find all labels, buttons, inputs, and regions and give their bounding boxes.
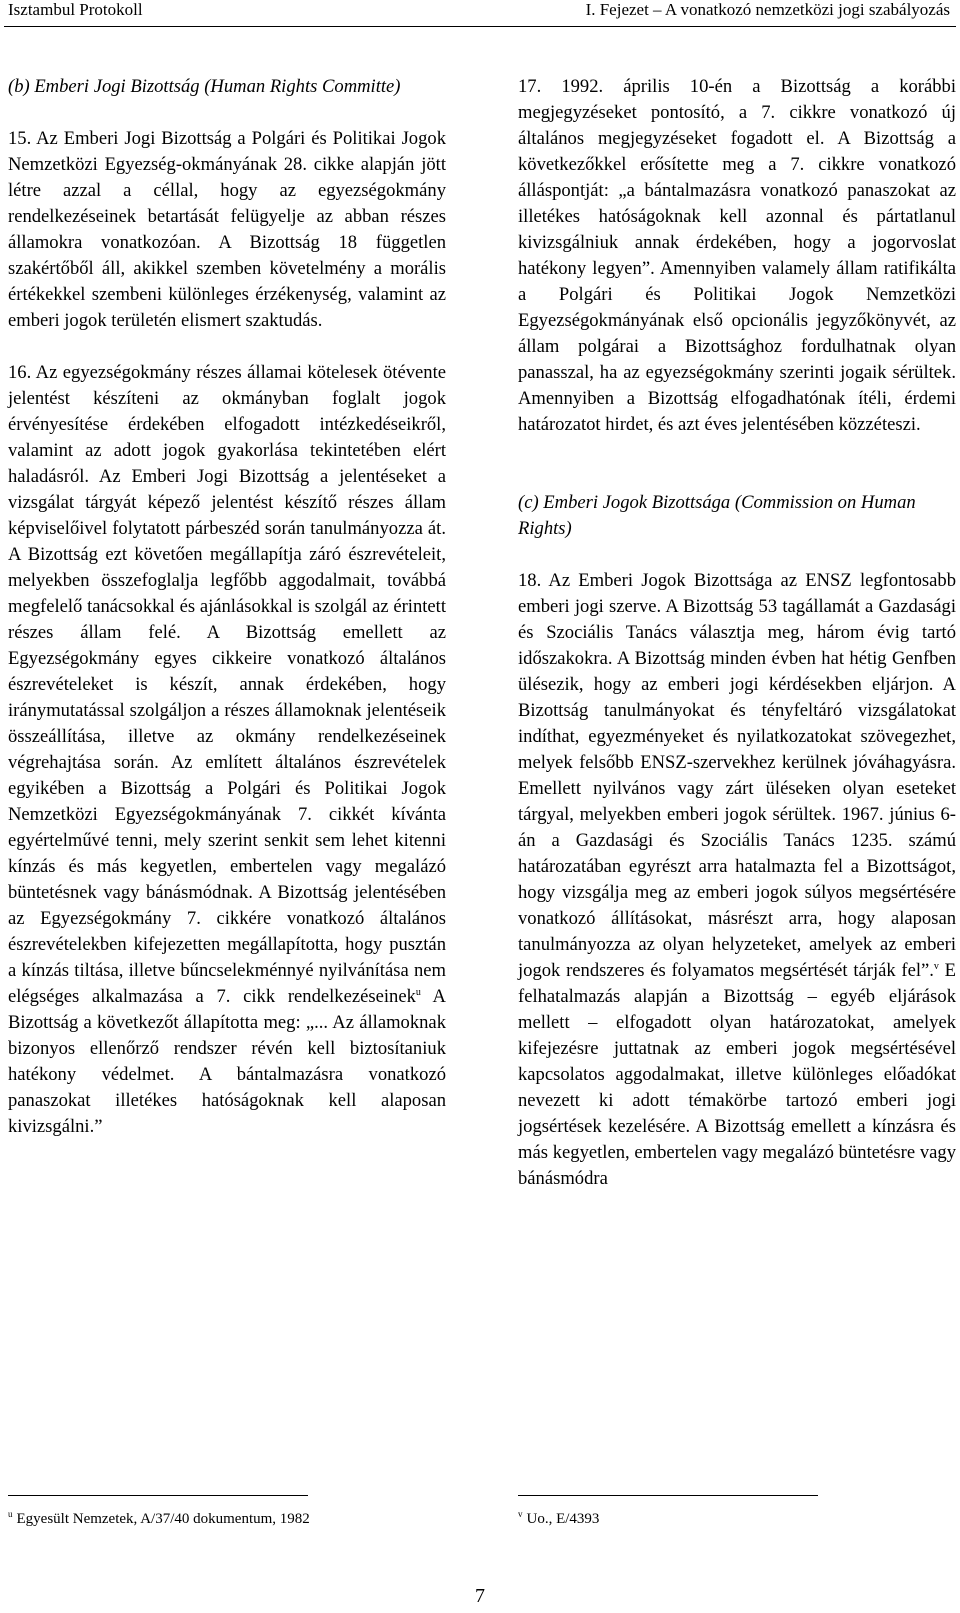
footnote-rule-left [8,1495,308,1496]
running-header [0,0,960,26]
section-heading-c: (c) Emberi Jogok Bizottsága (Commission on Human Rights) [518,492,916,539]
paragraph-18-text-a: 18. Az Emberi Jogok Bizottsága az ENSZ legfontosabb emberi jogi szerve. A Bizottság 53 tagállamát a Gazdasági és Szociális Tanács választja meg, három évig tartó időszakokra. A Bizottság minden évben hat hétig Genfben ülésezik, hogy az emberi jogi kérdésekben eljárjon. A Bizottság tanulmányokat és tényfeltáró vizsgálatokat indíthat, egyezményeket és nyilatkozatokat szövegezhet, melyek felsőbb ENSZ-szervekhez kerülnek jóváhagyásra. Emellett nyilvános vagy zárt üléseken olyan eseteket tárgyal, melyekben emberi jogok sérültek. 1967. június 6-án a Gazdasági és Szociális Tanács 1235. számú határozatában egyrészt arra hatalmazta fel a Bizottságot, hogy vizsgálja meg az emberi jogok súlyos megsértésére vonatkozó állításokat, másrészt arra, hogy alaposan tanulmányozza az olyan helyzeteket, amelyek az emberi jogok rendszeres és folyamatos megsértését tárják fel”. [518,570,956,981]
header-title: Isztambul Protokoll [8,0,143,19]
section-heading-b: (b) Emberi Jogi Bizottság (Human Rights Committe) [8,76,401,97]
footnote-ref-u: u [415,986,421,998]
footnote-u [8,1510,310,1528]
footnote-mark-u: u [8,1509,13,1519]
paragraph-18 [518,568,956,1192]
footnote-text-v: Uo., E/4393 [526,1511,600,1527]
footnote-text-u: Egyesült Nemzetek, A/37/40 dokumentum, 1982 [16,1511,310,1527]
left-column [8,74,446,1140]
footnote-rule-right [518,1495,818,1496]
footnote-mark-v: v [518,1509,523,1519]
page-number: 7 [475,1585,485,1607]
paragraph-16-text-b: A Bizottság a következőt állapította meg: „... Az államoknak bizonyos ellenőrző rendszer révén kell biztosítaniuk hatékony védelmet. A bántalmazásra vonatkozó panaszokat illetékes hatóságoknak kell alaposan kivizsgálni.” [8,986,446,1137]
paragraph-17: 17. 1992. április 10-én a Bizottság a korábbi megjegyzéseket pontosító, a 7. cikkre vonatkozó új általános megjegyzéseket fogadott el. A Bizottság a következőkkel erősítette meg a 7. cikkre vonatkozó álláspontját: „a bántalmazásra vonatkozó panaszokat az illetékes hatóságoknak kell azonnal és pártatlanul kivizsgálniuk annak érdekében, hogy a jogorvoslat hatékony legyen”. Amennyiben valamely állam ratifikálta a Polgári és Politikai Jogok Nemzetközi Egyezségokmányának első opcionális jegyzőkönyvét, az állam polgárai a Bizottsághoz fordulhatnak olyan panasszal, ha az egyezségokmány szerinti jogaik sérültek. Amennyiben a Bizottság elfogadhatónak ítéli, érdemi határozatot hirdet, és azt éves jelentésében közzéteszi. [518,76,956,435]
paragraph-16-text-a: 16. Az egyezségokmány részes államai kötelesek ötévente jelentést készíteni az okmányban foglalt jogok érvényesítése érdekében elfogadott intézkedéseikről, valamint az adott jogok gyakorlása tekintetében elért haladásról. Az Emberi Jogi Bizottság a jelentéseket a vizsgálat tárgyát képező jelentést készítő részes állam képviselőivel folytatott párbeszéd során tanulmányozza át. A Bizottság ezt követően megállapítja záró észrevételeit, melyekben összefoglalja legfőbb aggodalmait, továbbá megfelelő tanácsokkal és ajánlásokkal is szolgál az érintett részes állam felé. A Bizottság emellett az Egyezségokmány egyes cikkeire vonatkozó általános észrevételeket is készít, annak érdekében, hogy iránymutatással szolgáljon a részes államoknak jelentéseik összeállítása, illetve az okmány rendelkezéseinek végrehajtása során. Az említett általános észrevételek egyikében a Bizottság a Polgári és Politikai Jogok Nemzetközi Egyezségokmányának 7. cikkét kívánta egyértelművé tenni, mely szerint senkit sem lehet kitenni kínzás és más kegyetlen, embertelen vagy megalázó büntetésnek vagy bánásmódnak. A Bizottság jelentésében az Egyezségokmány 7. cikkére vonatkozó általános észrevételekben kifejezetten megállapította, hogy pusztán a kínzás tiltása, illetve bűncselekménnyé nyilvánítása nem elégséges alkalmazása a 7. cikk rendelkezéseinek [8,362,446,1007]
right-column [518,74,956,1192]
paragraph-15: 15. Az Emberi Jogi Bizottság a Polgári és Politikai Jogok Nemzetközi Egyezség-okmányának 28. cikke alapján jött létre azzal a céllal, hogy az egyezségokmány rendelkezéseinek betartását felügyelje az abban részes államokra vonatkozóan. A Bizottság 18 független szakértőből áll, akikkel szemben követelmény a morális értékekkel szembeni különleges érzékenység, valamint az emberi jogok területén elismert szaktudás. [8,128,446,331]
header-rule [4,26,956,27]
header-chapter: I. Fejezet – A vonatkozó nemzetközi jogi szabályozás [585,0,950,19]
footnote-v [518,1510,599,1528]
paragraph-18-text-b: E felhatalmazás alapján a Bizottság – egyéb eljárások mellett – elfogadott olyan határozatokat, amelyek kifejezésre juttatnak az emberi jogok megsértésével kapcsolatos aggodalmakat, illetve különleges előadókat nevezett ki adott témakörbe tartozó emberi jogi jogsértések kezelésére. A Bizottság emellett a kínzásra és más kegyetlen, embertelen vagy megalázó büntetésre vagy bánásmódra [518,960,956,1189]
paragraph-16 [8,360,446,1140]
footnote-ref-v: v [933,960,939,972]
